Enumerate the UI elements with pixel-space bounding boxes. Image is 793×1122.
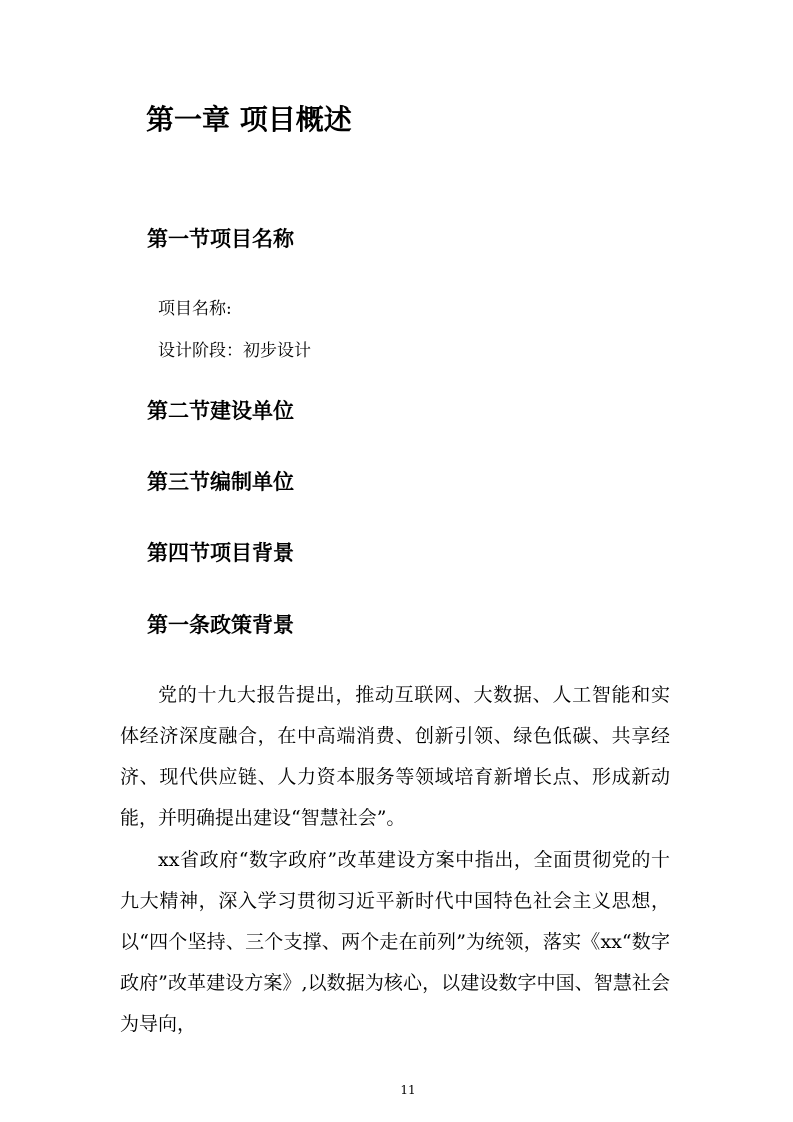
page-number: 11 bbox=[400, 1083, 416, 1097]
project-name-line: 项目名称: bbox=[158, 299, 232, 319]
article-heading-policy-background: 第一条政策背景 bbox=[147, 613, 294, 637]
body-paragraph-2: xx省政府“数字政府”改革建设方案中指出，全面贯彻党的十九大精神，深入学习贯彻习近平新时代中国特色社会主义思想，以“四个坚持、三个支撑、两个走在前列”为统领，落实《xx“数字政府”改革建设方案》,以数据为核心，以建设数字中国、智慧社会为导向， bbox=[120, 849, 670, 1035]
section-heading-project-background: 第四节项目背景 bbox=[147, 541, 294, 565]
chapter-title: 第一章 项目概述 bbox=[146, 103, 352, 136]
section-heading-project-name: 第一节项目名称 bbox=[147, 227, 294, 251]
section-heading-construction-unit: 第二节建设单位 bbox=[147, 399, 294, 423]
design-stage-line: 设计阶段：初步设计 bbox=[158, 341, 311, 361]
body-paragraph-1: 党的十九大报告提出，推动互联网、大数据、人工智能和实体经济深度融合，在中高端消费、创新引领、绿色低碳、共享经济、现代供应链、人力资本服务等领域培育新增长点、形成新动能，并明确提出建设“智慧社会”。 bbox=[120, 684, 670, 829]
section-heading-compiling-unit: 第三节编制单位 bbox=[147, 470, 294, 494]
